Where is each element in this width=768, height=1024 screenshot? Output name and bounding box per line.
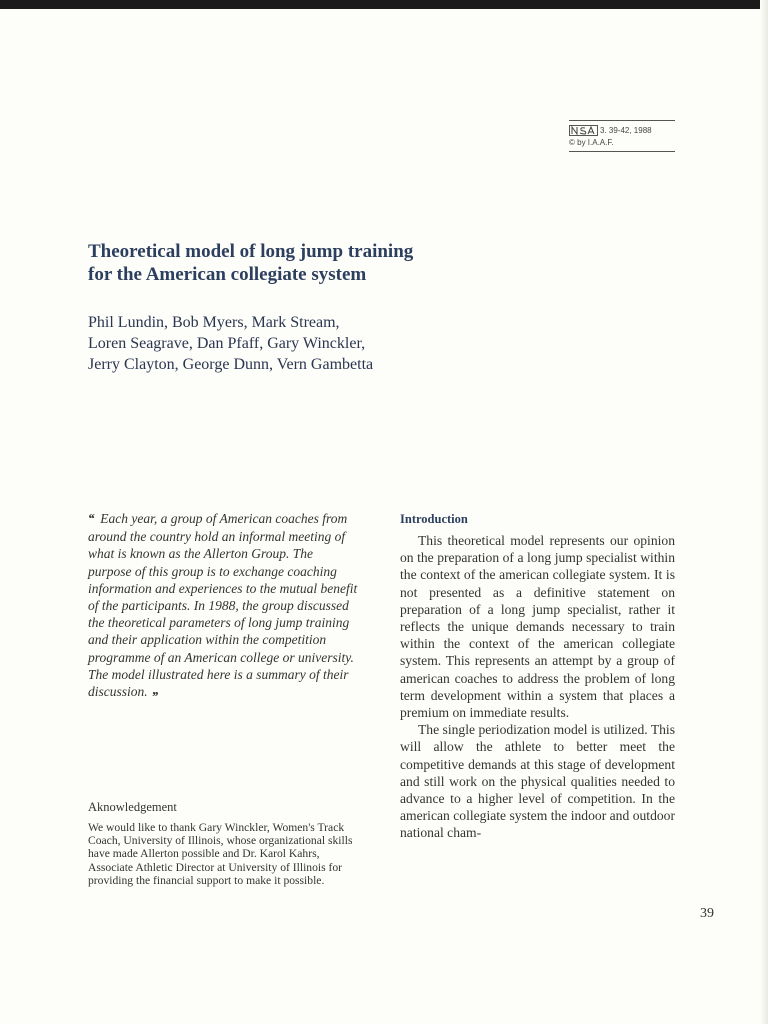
citation-top-rule	[569, 120, 675, 121]
author-line: Jerry Clayton, George Dunn, Vern Gambetta	[88, 356, 374, 373]
close-quote-mark: ’’	[151, 690, 158, 706]
introduction-paragraph: This theoretical model represents our opinion on the preparation of a long jump specialist within the context of the american collegiate system. It is not presented as a definitive statement on preparation of a long jump specialist, rather it reflects the unique demands necessary to train within the context of the american collegiate system. This represents an attempt by a group of american coaches to address the problem of long term development within a system that places a premium on immediate results.	[400, 533, 675, 721]
article-authors	[88, 312, 373, 375]
scan-top-border	[0, 0, 768, 9]
author-line: Phil Lundin, Bob Myers, Mark Stream,	[88, 314, 340, 331]
journal-citation	[569, 120, 675, 152]
article-title-line: for the American collegiate system	[88, 264, 367, 285]
acknowledgement-heading: Aknowledgement	[88, 800, 177, 814]
lead-quote	[88, 510, 358, 706]
author-line: Loren Seagrave, Dan Pfaff, Gary Winckler,	[88, 335, 366, 352]
lead-quote-text: Each year, a group of American coaches from around the country hold an informal meeting of what is known as the Allerton Group. The purpose of this group is to exchange coaching information and experiences to the mutual benefit of the participants. In 1988, the group discussed the theoretical parameters of long jump training and their application within the competition programme of an American college or university. The model illustrated here is a summary of their discussion.	[88, 511, 358, 700]
introduction-paragraph: The single periodization model is utilized. This will allow the athlete to better meet the competitive demands at this stage of development and still work on the physical qualities needed to advance to a higher level of competition. In the american collegiate system the indoor and outdoor national cham-	[400, 722, 675, 841]
open-quote-mark: ‘‘	[88, 512, 95, 527]
article-title-line: Theoretical model of long jump training	[88, 241, 414, 262]
acknowledgement-text: We would like to thank Gary Winckler, Women's Track Coach, University of Illinois, whose organizational skills have made Allerton possible and Dr. Karol Kahrs, Associate Athletic Director at University of Illinois for providing the financial support to make it possible.	[88, 821, 353, 887]
citation-bottom-rule	[569, 151, 675, 152]
introduction-body	[400, 532, 675, 842]
introduction-heading: Introduction	[400, 512, 468, 526]
article-title	[88, 240, 413, 286]
citation-copyright: © by I.A.A.F.	[569, 137, 614, 147]
nsa-logo-icon	[569, 125, 598, 136]
page-number: 39	[700, 906, 714, 921]
citation-issue-line	[569, 124, 675, 136]
citation-issue: 3. 39-42, 1988	[600, 125, 652, 135]
scan-right-edge	[760, 0, 768, 1024]
